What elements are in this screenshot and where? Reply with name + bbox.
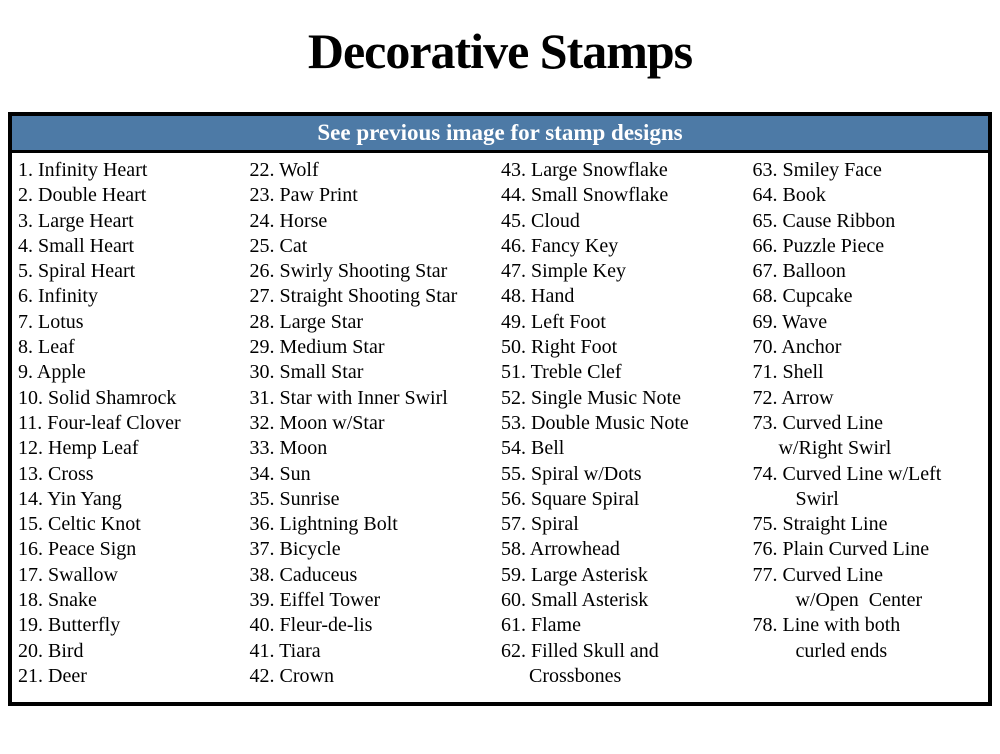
list-item <box>752 386 988 411</box>
list-item <box>501 284 752 309</box>
list-item <box>752 234 988 259</box>
list-item-text: 76. Plain Curved Line <box>752 538 930 561</box>
list-item <box>501 234 752 259</box>
list-item-text: 26. Swirly Shooting Star <box>249 260 448 283</box>
list-item <box>250 209 501 234</box>
list-item <box>752 284 988 309</box>
list-item-text: 38. Caduceus <box>249 563 358 586</box>
list-item-text: 34. Sun <box>249 462 311 485</box>
list-item <box>752 411 988 462</box>
list-item <box>18 360 250 385</box>
list-item <box>18 386 250 411</box>
list-item-text: 36. Lightning Bolt <box>249 513 398 536</box>
list-item <box>18 209 250 234</box>
list-item-text: 50. Right Foot <box>501 336 618 359</box>
list-item <box>18 158 250 183</box>
list-item-text: 61. Flame <box>501 614 581 637</box>
list-item-text: 27. Straight Shooting Star <box>249 285 458 308</box>
list-item-text: 16. Peace Sign <box>18 538 137 561</box>
list-item-text: 45. Cloud <box>501 209 580 232</box>
list-item-text: 78. Line with both <box>752 614 901 637</box>
list-item-text: 75. Straight Line <box>752 513 888 536</box>
list-item-text: 28. Large Star <box>249 310 364 333</box>
list-item-text: 58. Arrowhead <box>501 538 620 561</box>
list-item-text: 57. Spiral <box>501 513 579 536</box>
list-item-text: 23. Paw Print <box>249 184 358 207</box>
list-item-text: 15. Celtic Knot <box>18 513 141 536</box>
list-item <box>250 537 501 562</box>
list-item <box>18 234 250 259</box>
list-item-text: 17. Swallow <box>18 563 118 586</box>
list-item-text: 46. Fancy Key <box>501 234 619 257</box>
list-item <box>18 183 250 208</box>
list-item <box>18 259 250 284</box>
list-item <box>18 284 250 309</box>
list-item <box>250 234 501 259</box>
page-title: Decorative Stamps <box>307 23 693 79</box>
list-item <box>250 183 501 208</box>
list-item <box>752 462 988 513</box>
list-item-text: 19. Butterfly <box>18 614 121 637</box>
list-item-text: 71. Shell <box>752 361 824 384</box>
stamp-table <box>8 112 992 706</box>
list-item-text: 66. Puzzle Piece <box>752 234 885 257</box>
list-item <box>501 360 752 385</box>
list-item <box>250 613 501 638</box>
list-item-text: 7. Lotus <box>18 310 84 333</box>
list-item <box>752 183 988 208</box>
list-item <box>752 209 988 234</box>
list-item-text: 43. Large Snowflake <box>501 159 668 181</box>
list-item-text: 2. Double Heart <box>18 184 147 207</box>
list-item-text: 1. Infinity Heart <box>18 159 148 181</box>
list-item <box>250 158 501 183</box>
list-item <box>501 335 752 360</box>
list-item-text: 32. Moon w/Star <box>249 411 385 434</box>
list-item-text: 74. Curved Line w/Left <box>752 462 942 485</box>
list-item <box>18 436 250 461</box>
list-item-text: 62. Filled Skull and <box>501 639 659 662</box>
list-item-text: 37. Bicycle <box>249 538 341 561</box>
list-item-text: 30. Small Star <box>249 361 364 384</box>
list-item <box>250 284 501 309</box>
list-item <box>501 411 752 436</box>
list-item <box>501 158 752 183</box>
list-item <box>250 386 501 411</box>
list-item-text: 21. Deer <box>18 664 87 687</box>
list-item <box>501 613 752 638</box>
list-item <box>250 259 501 284</box>
list-item <box>501 386 752 411</box>
list-item <box>18 664 250 689</box>
list-item-wrap-line: curled ends <box>795 639 888 662</box>
list-item <box>250 639 501 664</box>
stamp-column <box>752 158 988 689</box>
list-item <box>250 335 501 360</box>
list-item-text: 4. Small Heart <box>18 234 135 257</box>
table-body <box>12 153 988 689</box>
list-item-text: 31. Star with Inner Swirl <box>249 386 448 409</box>
list-item-text: 47. Simple Key <box>501 260 626 283</box>
list-item-text: 6. Infinity <box>18 285 98 308</box>
list-item-text: 41. Tiara <box>249 639 321 662</box>
list-item <box>18 537 250 562</box>
stamp-column <box>250 158 501 689</box>
list-item <box>250 360 501 385</box>
list-item <box>501 639 752 690</box>
list-item <box>18 512 250 537</box>
list-item-text: 77. Curved Line <box>752 563 884 586</box>
list-item <box>250 563 501 588</box>
list-item-text: 3. Large Heart <box>18 209 134 232</box>
stamp-column <box>18 158 250 689</box>
list-item <box>752 613 988 664</box>
list-item-text: 39. Eiffel Tower <box>249 589 381 612</box>
list-item-text: 51. Treble Clef <box>501 361 622 384</box>
list-item-text: 10. Solid Shamrock <box>18 386 177 409</box>
list-item-wrap-line: w/Open Center <box>795 589 923 612</box>
list-item <box>752 563 988 614</box>
list-item <box>18 462 250 487</box>
list-item-text: 14. Yin Yang <box>18 487 122 510</box>
list-item-text: 5. Spiral Heart <box>18 260 136 283</box>
list-item <box>752 335 988 360</box>
list-item-text: 48. Hand <box>501 285 575 308</box>
list-item-text: 22. Wolf <box>249 159 319 181</box>
list-item-text: 20. Bird <box>18 639 84 662</box>
list-item-text: 55. Spiral w/Dots <box>501 462 642 485</box>
list-item <box>250 411 501 436</box>
list-item <box>501 487 752 512</box>
list-item-text: 35. Sunrise <box>249 487 340 510</box>
list-item-text: 18. Snake <box>18 589 97 612</box>
list-item <box>250 436 501 461</box>
list-item-text: 73. Curved Line <box>752 411 884 434</box>
list-item-text: 72. Arrow <box>752 386 834 409</box>
list-item <box>501 563 752 588</box>
list-item-text: 42. Crown <box>249 664 334 687</box>
list-item-text: 52. Single Music Note <box>501 386 681 409</box>
list-item-text: 33. Moon <box>249 437 328 460</box>
table-header: See previous image for stamp designs <box>12 116 988 153</box>
list-item-text: 11. Four-leaf Clover <box>18 411 181 434</box>
list-item <box>501 183 752 208</box>
list-item <box>18 588 250 613</box>
list-item-text: 25. Cat <box>249 234 308 257</box>
list-item-text: 12. Hemp Leaf <box>18 437 139 460</box>
list-item-text: 56. Square Spiral <box>501 487 640 510</box>
list-item <box>250 512 501 537</box>
list-item-text: 63. Smiley Face <box>752 159 882 181</box>
list-item <box>501 512 752 537</box>
list-item-text: 70. Anchor <box>752 336 842 359</box>
list-item <box>501 259 752 284</box>
list-item <box>752 259 988 284</box>
list-item-text: 8. Leaf <box>18 336 75 359</box>
list-item-text: 59. Large Asterisk <box>501 563 648 586</box>
list-item-text: 69. Wave <box>752 310 828 333</box>
list-item-text: 67. Balloon <box>752 260 846 283</box>
list-item <box>250 487 501 512</box>
list-item-text: 64. Book <box>752 184 826 207</box>
list-item <box>250 664 501 689</box>
list-item <box>18 613 250 638</box>
list-item <box>752 158 988 183</box>
list-item-text: 68. Cupcake <box>752 285 853 308</box>
list-item <box>501 310 752 335</box>
list-item <box>501 209 752 234</box>
list-item <box>501 462 752 487</box>
list-item <box>18 487 250 512</box>
list-item <box>18 335 250 360</box>
list-item-text: 9. Apple <box>18 361 86 384</box>
list-item-text: 29. Medium Star <box>249 336 385 359</box>
list-item <box>18 411 250 436</box>
list-item <box>250 462 501 487</box>
list-item <box>18 310 250 335</box>
list-item-wrap-line: Swirl <box>795 487 839 510</box>
list-item-wrap-line: w/Right Swirl <box>778 437 892 460</box>
list-item-text: 24. Horse <box>249 209 328 232</box>
list-item <box>250 310 501 335</box>
list-item-text: 44. Small Snowflake <box>501 184 669 207</box>
list-item <box>501 537 752 562</box>
list-item-text: 65. Cause Ribbon <box>752 209 896 232</box>
list-item-text: 49. Left Foot <box>501 310 606 333</box>
list-item <box>18 639 250 664</box>
list-item-text: 13. Cross <box>18 462 94 485</box>
list-item-text: 40. Fleur-de-lis <box>249 614 373 637</box>
list-item-text: 53. Double Music Note <box>501 411 689 434</box>
list-item-text: 60. Small Asterisk <box>501 589 649 612</box>
list-item-text: 54. Bell <box>501 437 565 460</box>
list-item <box>752 310 988 335</box>
list-item <box>752 537 988 562</box>
list-item <box>501 436 752 461</box>
stamp-column <box>501 158 752 689</box>
list-item <box>18 563 250 588</box>
list-item <box>250 588 501 613</box>
list-item <box>752 512 988 537</box>
list-item <box>752 360 988 385</box>
list-item-wrap-line: Crossbones <box>529 664 622 687</box>
list-item <box>501 588 752 613</box>
